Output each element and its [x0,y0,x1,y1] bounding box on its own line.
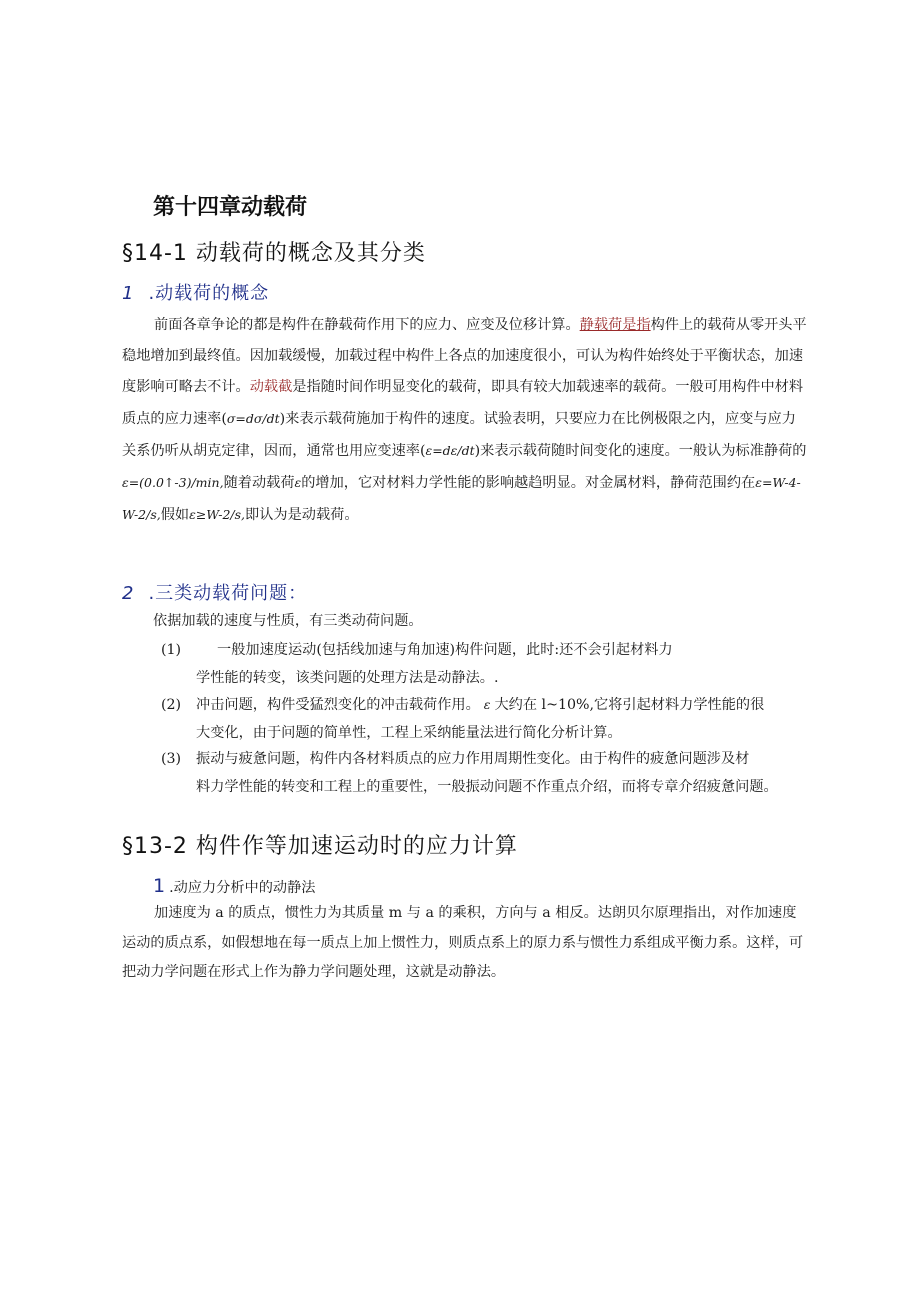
list-item-3 [161,745,811,801]
text-run: 的增加，它对材料力学性能的影响越趋明显。对金属材料，静荷范围约在 [301,475,756,491]
chapter-title: 第十四章动载荷 [153,195,308,220]
subsection-number: 2 [122,583,135,604]
list-line: 料力学性能的转变和工程上的重要性，一般振动问题不作重点介绍，而将专章介绍疲惫问题。 [196,779,778,795]
section-title-14-1: §14-1 动载荷的概念及其分类 [122,241,426,266]
dynamic-load-term: 动载截 [249,379,293,395]
list-line [196,691,811,719]
formula-dynamic-threshold: ε≥W-2/s, [189,507,246,522]
text-run: 是指随时间作明显变化的载荷，即具有较大加载速率的载荷。一般可用构件中材料质点的应力速率( [122,379,804,427]
formula-epsilon: ε [294,475,302,490]
text-run: )来表示载荷随时间变化的速度。一般认为标准静荷的 [474,443,807,459]
concept-paragraph [122,310,808,531]
formula-stress-rate: σ=dσ/dt [226,411,280,426]
subsection-title: .动载荷的概念 [148,283,270,304]
text-run: 构件上的载荷从零开头平稳地增加到最终值。因加载缓慢，加载过程中构件上各点的加速度很小，可认为构件始终处于平衡状态，加速度影响可略去不计。 [122,317,807,395]
subsection-heading-3 [153,875,315,897]
section-title-13-2: §13-2 构件作等加速运动时的应力计算 [122,834,518,859]
subsection-number: 1 [122,283,135,304]
list-line: 学性能的转变，该类问题的处理方法是动静法。. [196,670,499,686]
problem-types-intro: 依据加载的速度与性质，有三类动荷问题。 [153,613,423,629]
subsection-heading-1 [122,279,269,305]
dalembert-paragraph: 加速度为 a 的质点，惯性力为其质量 m 与 a 的乘积，方向与 a 相反。达朗贝尔原理指出，对作加速度运动的质点系，如假想地在每一质点上加上惯性力，则质点系上的原力系与惯性力系组成平衡力系。这样，可把动力学问题在形式上作为静力学问题处理，这就是动静法。 [122,905,804,980]
list-number: (1) [161,642,182,658]
text-run: 前面各章争论的都是构件在静载荷作用下的应力、应变及位移计算。 [154,317,580,333]
list-line: 一般加速度运动(包括线加速与角加速)构件问题，此时:还不会引起材料力 [217,642,673,658]
text-run: 冲击问题，构件受猛烈变化的冲击载荷作用。 [196,697,480,713]
text-run: 随着动载荷 [223,475,295,491]
list-line: 振动与疲惫问题，构件内各材料质点的应力作用周期性变化。由于构件的疲惫问题涉及材 [196,751,750,767]
text-run: )来表示载荷施加于构件的速度。试验表明，只要应力在比例极限之内，应变与应力关系仍听从胡克定律，因而，通常也用应变速率( [122,411,796,459]
text-run: 大约在 l~10%,它将引起材料力学性能的很 [494,697,765,713]
formula-static-rate: ε=(0.0↑-3)/min, [122,475,224,490]
text-run: 即认为是动载荷。 [245,507,359,523]
subsection-number: 1 [153,875,166,897]
static-load-term: 静载荷是指 [579,317,651,333]
formula-static-range: ε=W-4-W-2/s, [122,475,801,522]
formula-epsilon: ε [483,697,491,712]
text-run: 假如 [160,507,190,523]
formula-strain-rate: ε=dε/dt [425,443,475,458]
list-item-2 [161,691,811,747]
subsection-title: .三类动载荷问题： [148,583,308,604]
list-number: (2) [161,697,182,713]
list-number: (3) [161,751,182,767]
subsection-heading-2 [122,579,307,605]
list-item-1 [161,636,811,692]
list-line: 大变化，由于问题的简单性，工程上采纳能量法进行简化分析计算。 [196,725,622,741]
subsection-title: .动应力分析中的动静法 [169,880,316,896]
